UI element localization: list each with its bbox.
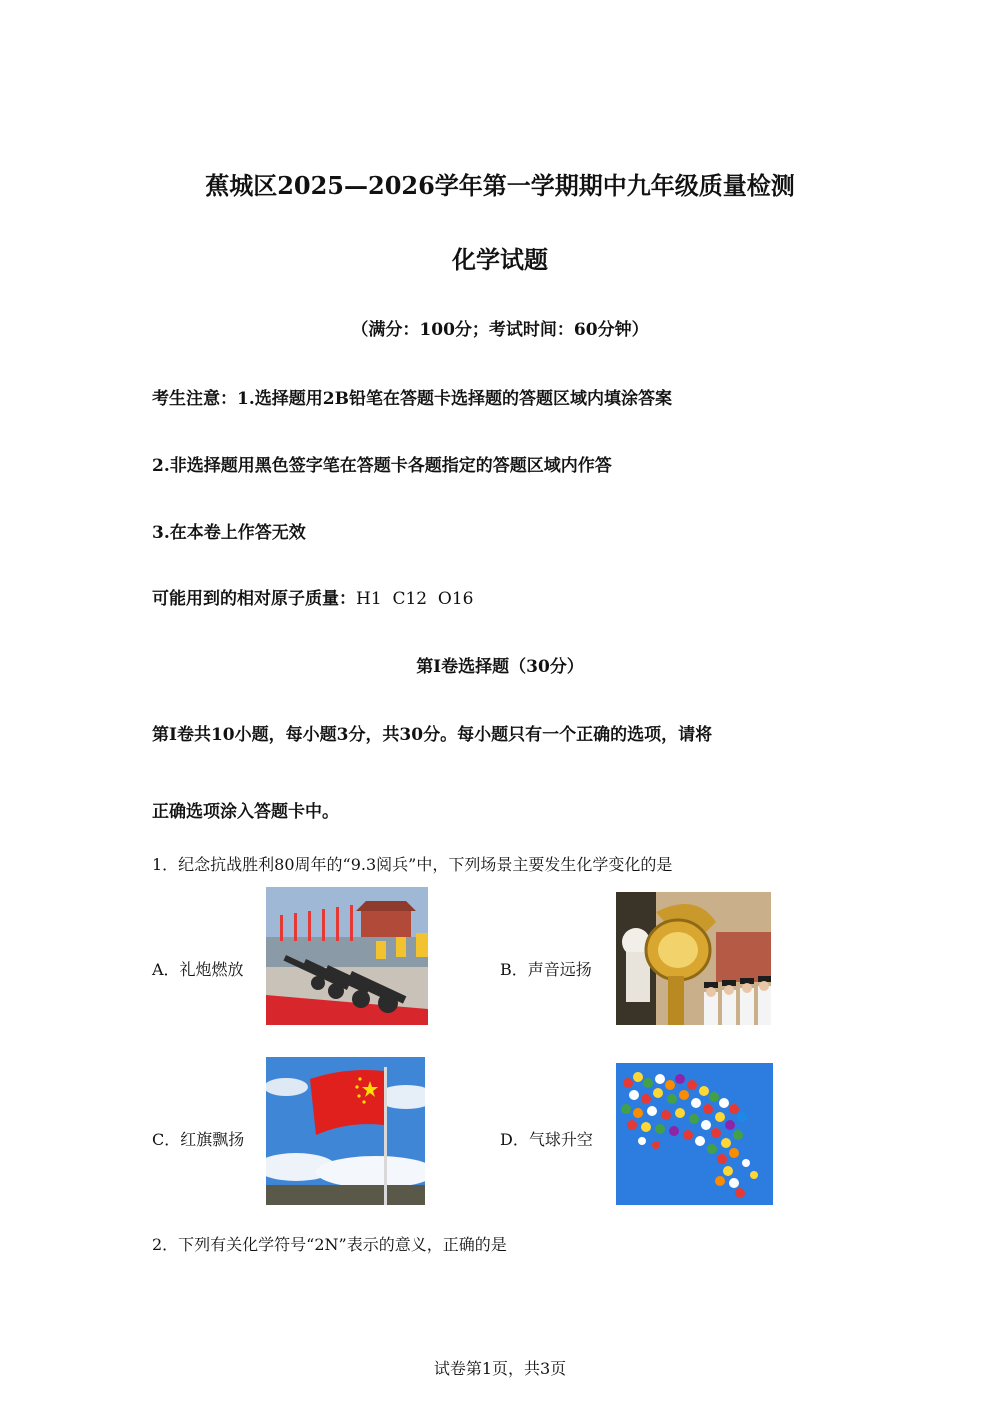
question-2-text: 2．下列有关化学符号“2N”表示的意义，正确的是 — [152, 1235, 507, 1254]
atomic-mass-values: H1 C12 O16 — [356, 589, 474, 609]
military-band-image — [616, 892, 771, 1025]
notice-line-3: 3.在本卷上作答无效 — [152, 523, 306, 543]
fireworks-cannon-image — [266, 887, 428, 1025]
page-footer: 试卷第1页，共3页 — [433, 1359, 567, 1378]
score-info: （满分：100分；考试时间：60分钟） — [351, 320, 649, 340]
option-b-label: B．声音远扬 — [500, 960, 592, 979]
option-d-label: D．气球升空 — [500, 1130, 593, 1149]
section-instruction-line-1: 第Ⅰ卷共10小题，每小题3分，共30分。每小题只有一个正确的选项，请将 — [152, 725, 713, 745]
section-instruction-line-2: 正确选项涂入答题卡中。 — [152, 802, 339, 822]
atomic-mass-label: 可能用到的相对原子质量： — [152, 589, 356, 609]
notice-line-1: 考生注意：1.选择题用2B铅笔在答题卡选择题的答题区域内填涂答案 — [152, 389, 672, 409]
option-a-label: A．礼炮燃放 — [152, 960, 244, 979]
notice-line-2: 2.非选择题用黑色签字笔在答题卡各题指定的答题区域内作答 — [152, 456, 612, 476]
exam-title: 蕉城区2025—2026学年第一学期期中九年级质量检测 — [205, 171, 795, 200]
balloons-image — [616, 1063, 773, 1205]
question-1-text: 1．纪念抗战胜利80周年的“9.3阅兵”中，下列场景主要发生化学变化的是 — [152, 855, 673, 874]
atomic-mass-line — [152, 584, 473, 609]
section-title: 第Ⅰ卷选择题（30分） — [416, 657, 584, 677]
red-flag-image — [266, 1057, 425, 1205]
option-c-label: C．红旗飘扬 — [152, 1130, 245, 1149]
exam-subject: 化学试题 — [452, 245, 548, 274]
